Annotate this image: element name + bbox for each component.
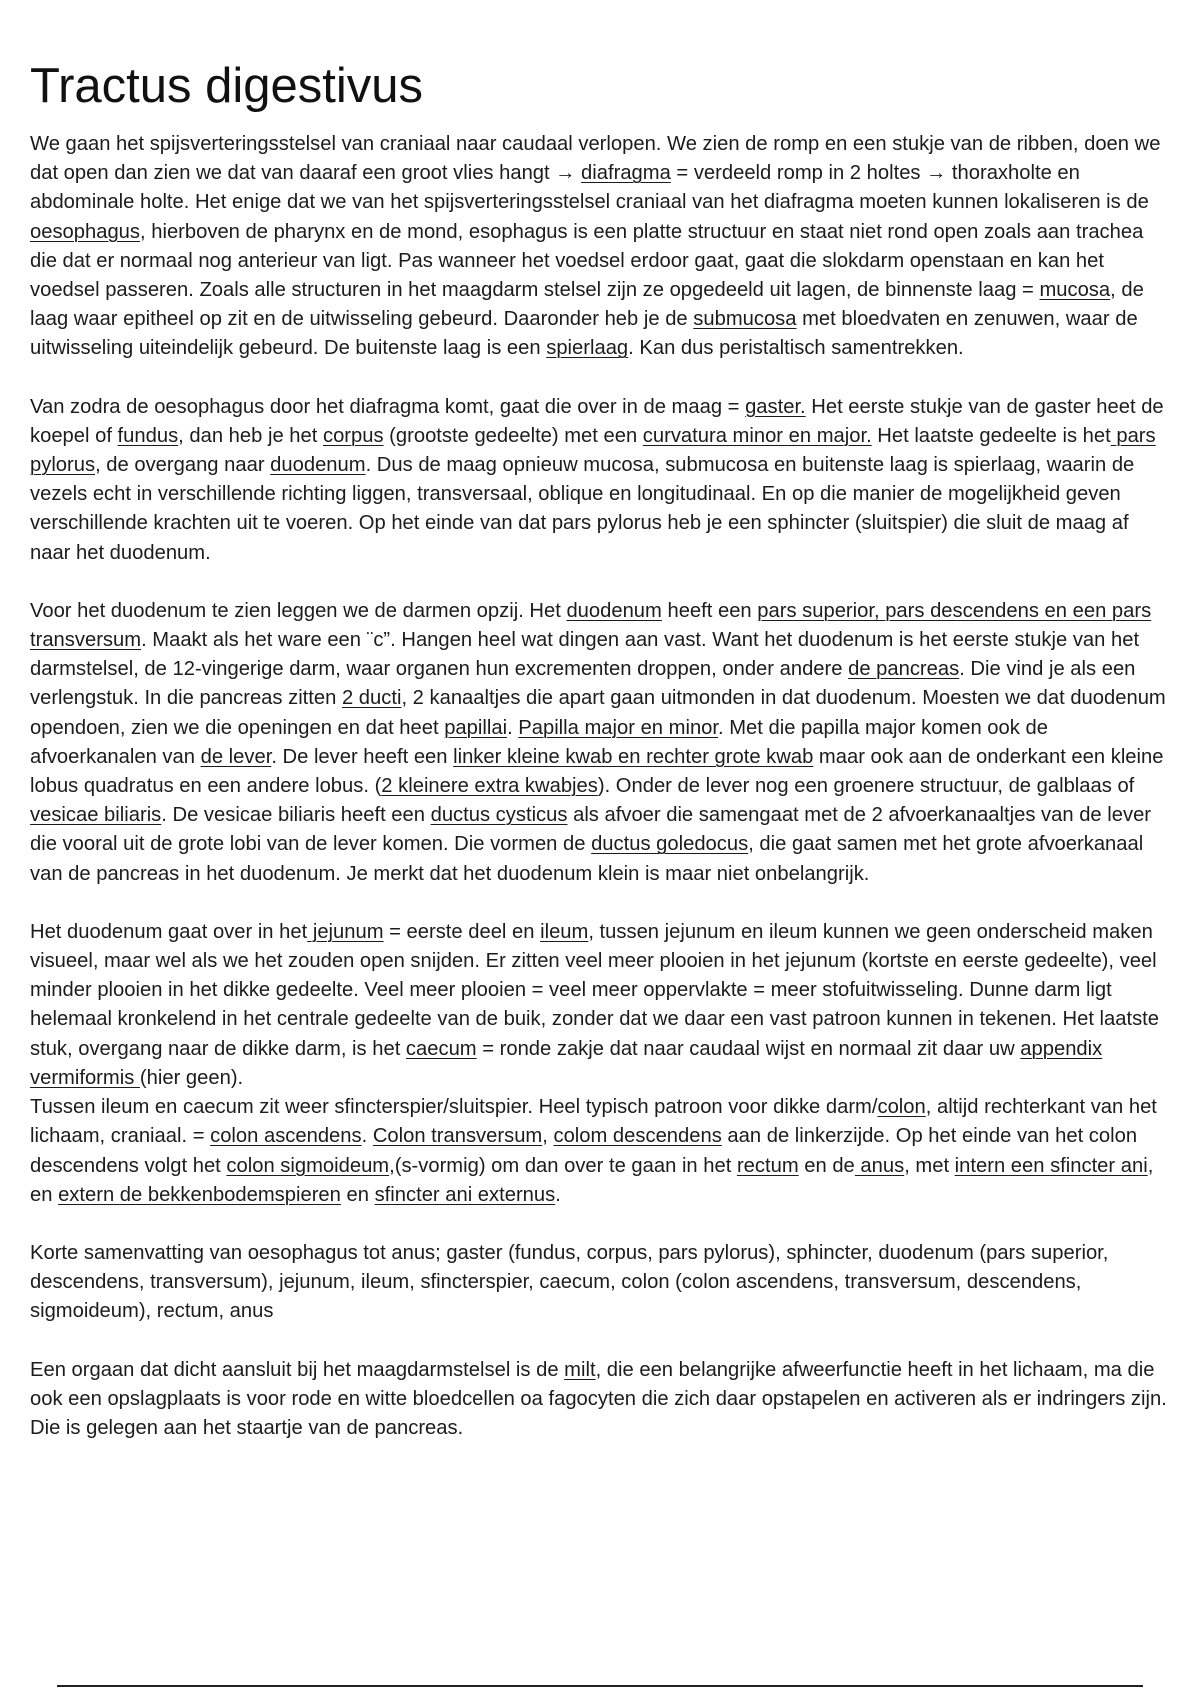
text-run: maar ook aan de onderkant een kleine lobus quadratus en een andere lobus. ( (30, 745, 1164, 798)
text-run: . Met die papilla major komen ook de afvoerkanalen van (30, 716, 1048, 768)
text-run: , de overgang naar (95, 454, 271, 477)
text-run: , tussen jejunum en ileum kunnen we geen onderscheid maken visueel, maar wel als we het zouden open snijden. Er zitten veel meer plooien in het jejunum (kortste en eerste gedeelte), veel minder plooien in het dikke gedeelte. Veel meer plooien = veel meer oppervlakte = meer stofuitwisseling. Dunne darm ligt helemaal kronkelend in het centrale gedeelte van de buik, zonder dat we daar een vast patroon kunnen in tekenen. Het laatste stuk, overgang naar de dikke darm, is het (30, 920, 1160, 1060)
text-run: . (507, 716, 519, 739)
text-run: Van zodra de oesophagus door het diafragma komt, gaat die over in de maag = (30, 395, 746, 418)
text-run: , en (30, 1154, 1154, 1206)
text-run: Het duodenum gaat over in het (30, 920, 308, 943)
text-run: . De vesicae biliaris heeft een (161, 804, 431, 827)
paragraph-spleen (30, 1356, 1172, 1444)
text-run: ,(s-vormig) om dan over te gaan in het (389, 1154, 737, 1177)
underlined-term: vesicae biliaris (30, 804, 162, 827)
underlined-term: colon sigmoideum (226, 1154, 390, 1177)
text-run: . Die vind je als een verlengstuk. In die pancreas zitten (30, 658, 1136, 710)
underlined-term: ductus goledocus (591, 833, 749, 856)
text-run: , dan heb je het (178, 424, 323, 447)
underlined-term: sfincter ani externus (374, 1183, 556, 1206)
underlined-term: colon ascendens (210, 1125, 362, 1148)
text-run: , met (904, 1154, 955, 1177)
text-run: als afvoer die samengaat met de 2 afvoerkanaaltjes van de lever die vooral uit de grote lobi van de lever komen. Die vormen de (30, 804, 1152, 856)
underlined-term: spierlaag (546, 337, 629, 360)
text-run: . Kan dus peristaltisch samentrekken. (628, 337, 964, 360)
text-run: ). Onder de lever nog een groenere structuur, de galblaas of (597, 775, 1135, 798)
underlined-term: mucosa (1039, 279, 1111, 302)
text-run: (grootste gedeelte) met een (383, 424, 643, 447)
page-title: Tractus digestivus (30, 59, 424, 113)
underlined-term: ileum (540, 920, 589, 943)
footer-divider (57, 1685, 1143, 1687)
underlined-term: milt (564, 1358, 596, 1381)
underlined-term: anus (854, 1154, 905, 1177)
underlined-term: corpus (322, 424, 384, 447)
underlined-term: papillai (444, 716, 508, 739)
underlined-term: extern de bekkenbodemspieren (58, 1183, 341, 1206)
underlined-term: Papilla major en minor (518, 716, 719, 739)
underlined-term: appendix vermiformis (30, 1037, 1103, 1089)
paragraph-duodenum (30, 597, 1172, 889)
underlined-term: duodenum (270, 454, 366, 477)
text-run: aan de linkerzijde. Op het einde van het colon descendens volgt het (30, 1125, 1138, 1177)
text-run: . (361, 1125, 373, 1148)
underlined-term: pars superior, pars descendens en een pars transversum (30, 599, 1152, 652)
text-run: , (542, 1125, 554, 1148)
text-run: Een orgaan dat dicht aansluit bij het maagdarmstelsel is de (30, 1358, 565, 1381)
underlined-term: colon (877, 1096, 926, 1119)
text-run: , 2 kanaaltjes die apart gaan uitmonden in dat duodenum. Moesten we dat duodenum opendoen, zien we die openingen en dat heet (30, 687, 1166, 739)
text-run: = verdeeld romp in 2 holtes → thoraxholte en abdominale holte. Het enige dat we van het spijsverteringsstelsel craniaal van het diafragma moeten kunnen lokaliseren is de (30, 162, 1149, 214)
underlined-term: Colon transversum (372, 1125, 543, 1148)
underlined-term: curvatura minor en major. (642, 424, 872, 447)
underlined-term: rectum (736, 1154, 799, 1177)
underlined-term: 2 kleinere extra kwabjes (381, 775, 598, 798)
underlined-term: submucosa (693, 308, 797, 331)
underlined-term: oesophagus (30, 220, 141, 243)
paragraph-small-intestine (30, 918, 1172, 1093)
text-run: en (340, 1183, 375, 1206)
text-run: . De lever heeft een (271, 745, 454, 768)
text-run: Korte samenvatting van oesophagus tot anus; gaster (fundus, corpus, pars pylorus), sphincter, duodenum (pars superior, descendens, transversum), jejunum, ileum, sfincterspier, caecum, colon (colon ascendens, transversum, descendens, sigmoideum), rectum, anus (30, 1241, 1109, 1323)
text-run: Tussen ileum en caecum zit weer sfincterspier/sluitspier. Heel typisch patroon voor dikke darm/ (30, 1096, 878, 1119)
text-run: = ronde zakje dat naar caudaal wijst en normaal zit daar uw (476, 1037, 1021, 1060)
underlined-term: caecum (405, 1037, 477, 1060)
text-run: , hierboven de pharynx en de mond, esophagus is een platte structuur en staat niet rond open zoals aan trachea die dat er normaal nog anterieur van ligt. Pas wanneer het voedsel erdoor gaat, gaat die slokdarm openstaan en kan het voedsel passeren. Zoals alle structuren in het maagdarm stelsel zijn ze opgedeeld uit lagen, de binnenste laag = (30, 220, 1144, 302)
text-run: . Dus de maag opnieuw mucosa, submucosa en buitenste laag is spierlaag, waarin de vezels echt in verschillende richting liggen, transversaal, oblique en longitudinaal. En op die manier de mogelijkheid geven verschillende krachten uit te voeren. Op het einde van dat pars pylorus heb je een sphincter (sluitspier) die sluit de maag af naar het duodenum. (30, 454, 1135, 564)
text-run: heeft een (661, 599, 758, 622)
text-run: Voor het duodenum te zien leggen we de darmen opzij. Het (30, 599, 567, 622)
text-run: . (555, 1183, 561, 1206)
text-run: , die een belangrijke afweerfunctie heeft in het lichaam, ma die ook een opslagplaats is voor rode en witte bloedcellen oa fagocyten die zich daar opstapelen en activeren als er indringers zijn. Die is gelegen aan het staartje van de pancreas. (30, 1358, 1167, 1439)
underlined-term: 2 ducti (341, 687, 402, 710)
underlined-term: pars pylorus (30, 424, 1156, 477)
paragraph-stomach (30, 393, 1172, 568)
underlined-term: intern een sfincter ani (954, 1154, 1148, 1177)
paragraph-colon (30, 1093, 1172, 1210)
underlined-term: de lever (200, 745, 272, 768)
text-run: We gaan het spijsverteringsstelsel van craniaal naar caudaal verlopen. We zien de romp en een stukje van de ribben, doen we dat open dan zien we dat van daaraf een groot vlies hangt → (30, 133, 1161, 185)
underlined-term: jejunum (307, 920, 384, 943)
text-run: Het eerste stukje van de gaster heet de koepel of (30, 395, 1164, 447)
text-run: en de (798, 1154, 855, 1177)
paragraph-summary (30, 1239, 1172, 1327)
underlined-term: colom descendens (553, 1125, 722, 1148)
underlined-term: ductus cysticus (430, 804, 568, 827)
underlined-term: de pancreas (848, 658, 960, 681)
text-run: Het laatste gedeelte is het (871, 424, 1111, 447)
paragraph-esophagus (30, 130, 1172, 364)
text-run: , de laag waar epitheel op zit en de uitwisseling gebeurd. Daaronder heb je de (30, 279, 1144, 331)
underlined-term: gaster. (745, 395, 806, 418)
underlined-term: diafragma (581, 162, 671, 185)
text-run: . Maakt als het ware een ¨c”. Hangen heel wat dingen aan vast. Want het duodenum is het eerste stukje van het darmstelsel, de 12-vingerige darm, waar organen hun excrementen droppen, onder andere (30, 629, 1140, 681)
text-run: (hier geen). (139, 1066, 244, 1089)
text-run: , altijd rechterkant van het lichaam, craniaal. = (30, 1096, 1157, 1148)
text-run: , die gaat samen met het grote afvoerkanaal van de pancreas in het duodenum. Je merkt dat het duodenum klein is maar niet onbelangrijk. (30, 833, 1144, 885)
underlined-term: duodenum (566, 599, 662, 622)
underlined-term: fundus (117, 424, 179, 447)
underlined-term: linker kleine kwab en rechter grote kwab (453, 745, 814, 768)
text-run: met bloedvaten en zenuwen, waar de uitwisseling uiteindelijk gebeurd. De buitenste laag is een (30, 308, 1138, 360)
text-run: = eerste deel en (383, 920, 541, 943)
